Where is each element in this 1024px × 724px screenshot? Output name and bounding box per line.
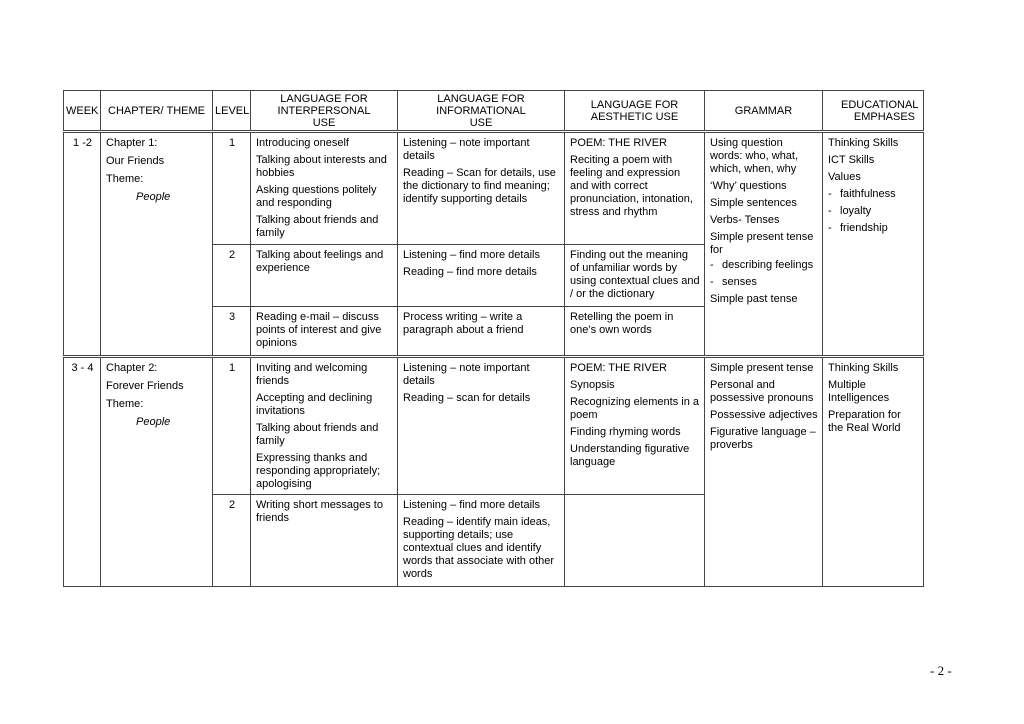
aesthetic-cell (565, 132, 705, 245)
level-cell: 2 (213, 245, 251, 307)
edu-bullet: - loyalty (828, 205, 919, 218)
week-cell: 3 - 4 (64, 357, 101, 587)
grammar-item: Simple present tense (710, 362, 814, 374)
informational-cell (398, 245, 565, 307)
skill-item: Finding rhyming words (570, 426, 681, 438)
informational-cell (398, 307, 565, 357)
skill-item: Listening – find more details (403, 499, 540, 511)
edu-item: Values (828, 171, 861, 183)
skill-item: Asking questions politely and responding (256, 184, 377, 209)
skill-item: Talking about friends and family (256, 214, 379, 239)
chapter-cell (101, 132, 213, 357)
aesthetic-cell (565, 307, 705, 357)
skill-item: Recognizing elements in a poem (570, 396, 700, 421)
grammar-item: Using question words: who, what, which, when, why (710, 137, 799, 175)
skill-item: Reading – scan for details (403, 392, 531, 404)
header-informational: LANGUAGE FOR INFORMATIONAL USE (398, 91, 565, 132)
educational-cell (823, 132, 924, 357)
skill-item: Accepting and declining invitations (256, 392, 373, 417)
edu-item: Preparation for the Real World (828, 409, 901, 434)
grammar-cell (705, 132, 823, 357)
skill-item: Listening – note important details (403, 362, 530, 387)
skill-item: Expressing thanks and responding appropriately; apologising (256, 452, 381, 490)
table-row (64, 357, 924, 495)
header-level: LEVEL (213, 91, 251, 132)
syllabus-table-container (63, 90, 924, 587)
aesthetic-cell (565, 245, 705, 307)
interpersonal-cell (251, 132, 398, 245)
edu-bullet: - friendship (828, 222, 919, 235)
grammar-item: Possessive adjectives (710, 409, 818, 421)
grammar-bullet: - senses (710, 276, 818, 289)
grammar-item: Simple sentences (710, 197, 797, 209)
level-cell: 1 (213, 132, 251, 245)
edu-item: Thinking Skills (828, 362, 899, 374)
skill-item: Reading – identify main ideas, supporting details; use contextual clues and identify words that associate with other words (403, 516, 555, 580)
grammar-item: Figurative language – proverbs (710, 426, 816, 451)
aesthetic-cell (565, 357, 705, 495)
skill-item: Understanding figurative language (570, 443, 690, 468)
header-aesthetic: LANGUAGE FOR AESTHETIC USE (565, 91, 705, 132)
interpersonal-cell (251, 357, 398, 495)
skill-item: Talking about feelings and experience (256, 249, 384, 274)
edu-item: ICT Skills (828, 154, 875, 166)
interpersonal-cell (251, 307, 398, 357)
chapter-title: Chapter 2: (106, 362, 158, 374)
theme-label: Theme: (106, 173, 144, 185)
skill-item: Reading – find more details (403, 266, 537, 278)
level-cell: 1 (213, 357, 251, 495)
interpersonal-cell (251, 245, 398, 307)
chapter-title: Chapter 1: (106, 137, 158, 149)
header-chapter: CHAPTER/ THEME (101, 91, 213, 132)
grammar-item: Simple present tense for (710, 231, 814, 256)
grammar-bullet: - describing feelings (710, 259, 818, 272)
chapter-name: Forever Friends (106, 380, 184, 392)
informational-cell (398, 495, 565, 587)
level-cell: 2 (213, 495, 251, 587)
grammar-item: ‘Why’ questions (710, 180, 787, 192)
edu-bullet: - faithfulness (828, 188, 919, 201)
header-grammar: GRAMMAR (705, 91, 823, 132)
skill-item: Finding out the meaning of unfamiliar words by using contextual clues and / or the dictionary (570, 249, 700, 300)
header-week: WEEK (64, 91, 101, 132)
theme-value: People (136, 416, 171, 428)
skill-item: Reciting a poem with feeling and expression and with correct pronunciation, intonation, stress and rhythm (570, 154, 693, 218)
skill-item: Talking about friends and family (256, 422, 379, 447)
skill-item: Retelling the poem in one’s own words (570, 311, 674, 336)
skill-item: Introducing oneself (256, 137, 349, 149)
header-row (64, 91, 924, 132)
educational-cell (823, 357, 924, 587)
grammar-item: Simple past tense (710, 293, 798, 305)
skill-item: POEM: THE RIVER (570, 137, 667, 149)
edu-item: Multiple Intelligences (828, 379, 890, 404)
page-number: - 2 - (930, 663, 952, 678)
skill-item: Listening – find more details (403, 249, 540, 261)
header-interpersonal: LANGUAGE FOR INTERPERSONAL USE (251, 91, 398, 132)
grammar-item: Personal and possessive pronouns (710, 379, 814, 404)
header-educational: EDUCATIONAL EMPHASES (823, 91, 924, 132)
theme-label: Theme: (106, 398, 144, 410)
informational-cell (398, 132, 565, 245)
informational-cell (398, 357, 565, 495)
skill-item: Talking about interests and hobbies (256, 154, 387, 179)
aesthetic-cell (565, 495, 705, 587)
skill-item: Writing short messages to friends (256, 499, 383, 524)
skill-item: Reading – Scan for details, use the dictionary to find meaning; identify supporting details (403, 167, 556, 205)
skill-item: Synopsis (570, 379, 615, 391)
skill-item: POEM: THE RIVER (570, 362, 667, 374)
skill-item: Reading e-mail – discuss points of interest and give opinions (256, 311, 382, 349)
skill-item: Inviting and welcoming friends (256, 362, 368, 387)
skill-item: Process writing – write a paragraph about a friend (403, 311, 524, 336)
edu-item: Thinking Skills (828, 137, 899, 149)
chapter-name: Our Friends (106, 155, 165, 167)
grammar-item: Verbs- Tenses (710, 214, 780, 226)
level-cell: 3 (213, 307, 251, 357)
syllabus-table (63, 90, 924, 587)
theme-value: People (136, 191, 171, 203)
chapter-cell (101, 357, 213, 587)
skill-item: Listening – note important details (403, 137, 530, 162)
grammar-cell (705, 357, 823, 587)
interpersonal-cell (251, 495, 398, 587)
week-cell: 1 -2 (64, 132, 101, 357)
table-row (64, 132, 924, 245)
